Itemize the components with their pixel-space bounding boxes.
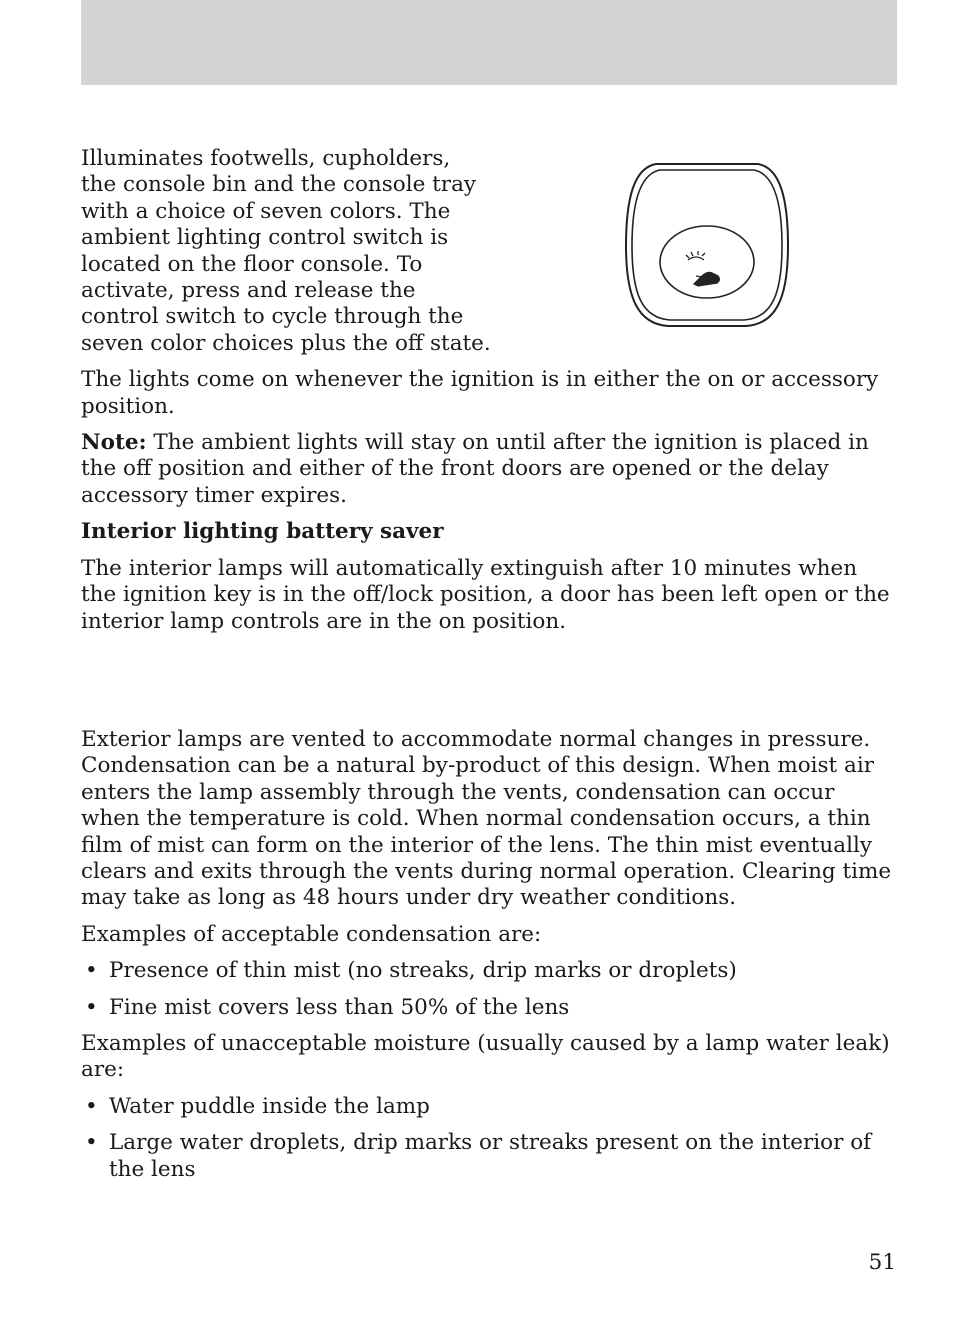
bullet-icon: • — [85, 994, 98, 1020]
note-label: Note: — [81, 430, 147, 456]
list-item-text: Fine mist covers less than 50% of the lens — [109, 994, 570, 1020]
header-band — [81, 0, 897, 85]
list-item — [81, 1130, 897, 1183]
note-text: The ambient lights will stay on until after the ignition is placed in the off position and either of the front doors are opened or the delay accessory timer expires. — [81, 430, 869, 508]
list-item — [81, 958, 897, 984]
battery-saver-heading: Interior lighting battery saver — [81, 519, 444, 545]
list-item-text: Presence of thin mist (no streaks, drip marks or droplets) — [109, 958, 737, 984]
condensation-paragraph: Exterior lamps are vented to accommodate normal changes in pressure. Condensation can be a natural by-product of this design. When moist air enters the lamp assembly through the vents, condensation can occur when the temperature is cold. When normal condensation occurs, a thin film of mist can form on the interior of the lens. The thin mist eventually clears and exits through the vents during normal operation. Clearing time may take as long as 48 hours under dry weather conditions. — [81, 726, 892, 911]
unacceptable-list — [81, 1094, 897, 1183]
bullet-icon: • — [85, 958, 98, 984]
note-paragraph — [81, 430, 897, 509]
page-number: 51 — [868, 1250, 896, 1275]
acceptable-list — [81, 958, 897, 1021]
list-item — [81, 995, 897, 1021]
lights-on-paragraph: The lights come on whenever the ignition is in either the on or accessory position. — [81, 367, 879, 419]
unacceptable-intro: Examples of unacceptable moisture (usually caused by a lamp water leak) are: — [81, 1030, 890, 1083]
list-item-text: Water puddle inside the lamp — [109, 1093, 430, 1119]
bullet-icon: • — [85, 1130, 98, 1156]
acceptable-intro: Examples of acceptable condensation are: — [81, 921, 542, 947]
list-item-text: Large water droplets, drip marks or streaks present on the interior of the lens — [109, 1130, 872, 1182]
section-gap — [81, 645, 897, 727]
ambient-lighting-intro: Illuminates footwells, cupholders, the console bin and the console tray with a choice of seven colors. The ambient lighting control switch is located on the floor console. To activate, press and release the control switch to cycle through the seven color choices plus the off state. — [81, 146, 491, 356]
battery-saver-paragraph: The interior lamps will automatically extinguish after 10 minutes when the ignition key is in the off/lock position, a door has been left open or the interior lamp controls are in the on position. — [81, 555, 890, 634]
page-content — [81, 146, 897, 1193]
bullet-icon: • — [85, 1093, 98, 1119]
list-item — [81, 1094, 897, 1120]
